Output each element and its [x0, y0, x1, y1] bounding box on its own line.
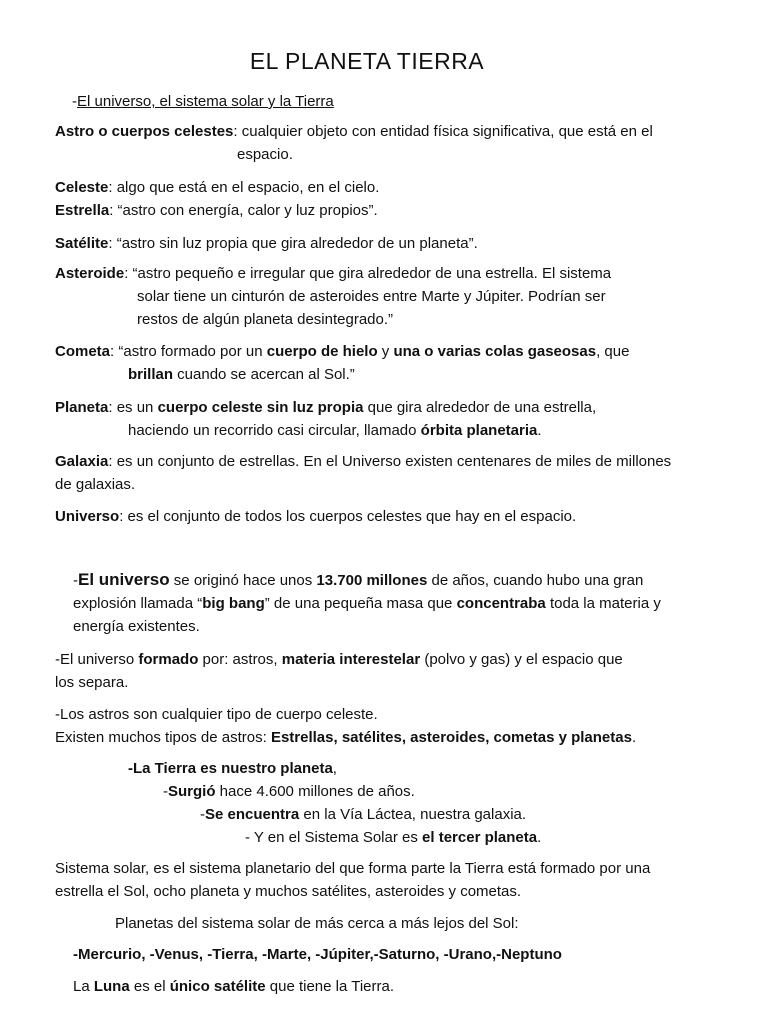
def-planeta-c: que gira alrededor de una estrella, — [363, 399, 597, 416]
paragraph-solar-system — [55, 857, 745, 903]
def-planeta-f: . — [537, 422, 542, 439]
tierra-e: hace 4.600 millones de años. — [215, 783, 415, 800]
paragraph-astros — [55, 703, 745, 749]
definition-universo — [55, 505, 745, 528]
solar-line1: Sistema solar, es el sistema planetario del que forma parte la Tierra está formado por una — [55, 860, 651, 877]
tierra-k: . — [537, 829, 542, 846]
def-planeta-e: órbita planetaria — [420, 422, 538, 439]
definition-astro — [55, 120, 745, 166]
definition-cometa — [55, 340, 745, 386]
def-asteroide-3: restos de algún planeta desintegrado.” — [137, 311, 394, 328]
tierra-h: en la Vía Láctea, nuestra galaxia. — [299, 806, 527, 823]
tierra-c: - — [163, 783, 168, 800]
subtitle-dash: - — [72, 93, 77, 110]
def-cometa-c: y — [377, 343, 394, 360]
term-cometa: Cometa — [55, 343, 111, 360]
astros-line1: -Los astros son cualquier tipo de cuerpo celeste. — [55, 706, 378, 723]
planets-heading: Planetas del sistema solar de más cerca a más lejos del Sol: — [115, 915, 519, 932]
def-asteroide-1: : “astro pequeño e irregular que gira alrededor de una estrella. El sistema — [124, 265, 612, 282]
def-astro-1: : cualquier objeto con entidad física significativa, que está en el — [233, 123, 653, 140]
origin-e: de años, cuando hubo una gran — [427, 572, 644, 589]
tierra-b: , — [332, 760, 337, 777]
def-cometa-e: , que — [596, 343, 630, 360]
def-universo: : es el conjunto de todos los cuerpos celestes que hay en el espacio. — [119, 508, 577, 525]
term-estrella: Estrella — [55, 202, 110, 219]
def-planeta-d: haciendo un recorrido casi circular, llamado — [128, 422, 421, 439]
origin-k: energía existentes. — [73, 618, 200, 635]
definition-planeta — [55, 396, 745, 442]
definition-celeste-estrella — [55, 176, 745, 222]
tierra-f: - — [200, 806, 205, 823]
formed-f: los separa. — [55, 674, 129, 691]
luna-a: La — [73, 978, 94, 995]
luna-e: que tiene la Tierra. — [265, 978, 395, 995]
tierra-i: - Y en el Sistema Solar es — [245, 829, 423, 846]
formed-d: materia interestelar — [281, 651, 421, 668]
origin-c: se originó hace unos — [169, 572, 317, 589]
formed-c: por: astros, — [198, 651, 282, 668]
term-astro: Astro o cuerpos celestes — [55, 123, 234, 140]
term-universo: Universo — [55, 508, 120, 525]
tierra-a: -La Tierra es nuestro planeta — [128, 760, 333, 777]
origin-a: - — [73, 572, 78, 589]
definition-galaxia — [55, 450, 745, 496]
luna-d: único satélite — [169, 978, 266, 995]
term-asteroide: Asteroide — [55, 265, 125, 282]
def-celeste: : algo que está en el espacio, en el cielo. — [108, 179, 380, 196]
term-planeta: Planeta — [55, 399, 109, 416]
subtitle-text: El universo, el sistema solar y la Tierra — [77, 93, 334, 110]
origin-g: big bang — [202, 595, 265, 612]
term-galaxia: Galaxia — [55, 453, 109, 470]
def-estrella: : “astro con energía, calor y luz propios”. — [109, 202, 378, 219]
solar-line2: estrella el Sol, ocho planeta y muchos satélites, asteroides y cometas. — [55, 883, 522, 900]
def-galaxia-1: : es un conjunto de estrellas. En el Universo existen centenares de miles de millones — [108, 453, 672, 470]
origin-f: explosión llamada “ — [73, 595, 203, 612]
definition-asteroide — [55, 262, 745, 331]
def-planeta-a: : es un — [108, 399, 158, 416]
def-astro-2: espacio. — [237, 146, 293, 163]
origin-j: toda la materia y — [545, 595, 661, 612]
formed-a: -El universo — [55, 651, 139, 668]
planets-list-text: -Mercurio, -Venus, -Tierra, -Marte, -Júpiter,-Saturno, -Urano,-Neptuno — [73, 946, 562, 963]
luna-b: Luna — [93, 978, 130, 995]
def-cometa-f: brillan — [128, 366, 174, 383]
tierra-j: el tercer planeta — [422, 829, 538, 846]
def-cometa-d: una o varias colas gaseosas — [393, 343, 597, 360]
def-cometa-a: : “astro formado por un — [110, 343, 267, 360]
def-galaxia-2: de galaxias. — [55, 476, 136, 493]
def-planeta-b: cuerpo celeste sin luz propia — [157, 399, 364, 416]
origin-i: concentraba — [456, 595, 546, 612]
tierra-d: Surgió — [168, 783, 216, 800]
def-asteroide-2: solar tiene un cinturón de asteroides entre Marte y Júpiter. Podrían ser — [137, 288, 606, 305]
subtitle — [72, 93, 334, 110]
paragraph-luna — [73, 975, 763, 998]
definition-satelite — [55, 232, 745, 255]
origin-h: ” de una pequeña masa que — [264, 595, 457, 612]
def-cometa-g: cuando se acercan al Sol.” — [173, 366, 355, 383]
formed-e: (polvo y gas) y el espacio que — [420, 651, 623, 668]
paragraph-tierra — [0, 757, 768, 849]
def-satelite: : “astro sin luz propia que gira alrededor de un planeta”. — [108, 235, 478, 252]
luna-c: es el — [129, 978, 170, 995]
astros-b: Estrellas, satélites, asteroides, cometas y planetas — [270, 729, 632, 746]
term-celeste: Celeste — [55, 179, 109, 196]
tierra-g: Se encuentra — [205, 806, 300, 823]
paragraph-origin — [73, 568, 763, 638]
astros-a: Existen muchos tipos de astros: — [55, 729, 271, 746]
paragraph-formed — [55, 648, 745, 694]
formed-b: formado — [138, 651, 199, 668]
term-satelite: Satélite — [55, 235, 109, 252]
page-title: EL PLANETA TIERRA — [249, 48, 485, 74]
origin-d: 13.700 millones — [316, 572, 428, 589]
planets-list — [73, 943, 763, 966]
def-cometa-b: cuerpo de hielo — [266, 343, 378, 360]
origin-b: El universo — [78, 570, 170, 589]
astros-c: . — [631, 729, 637, 746]
